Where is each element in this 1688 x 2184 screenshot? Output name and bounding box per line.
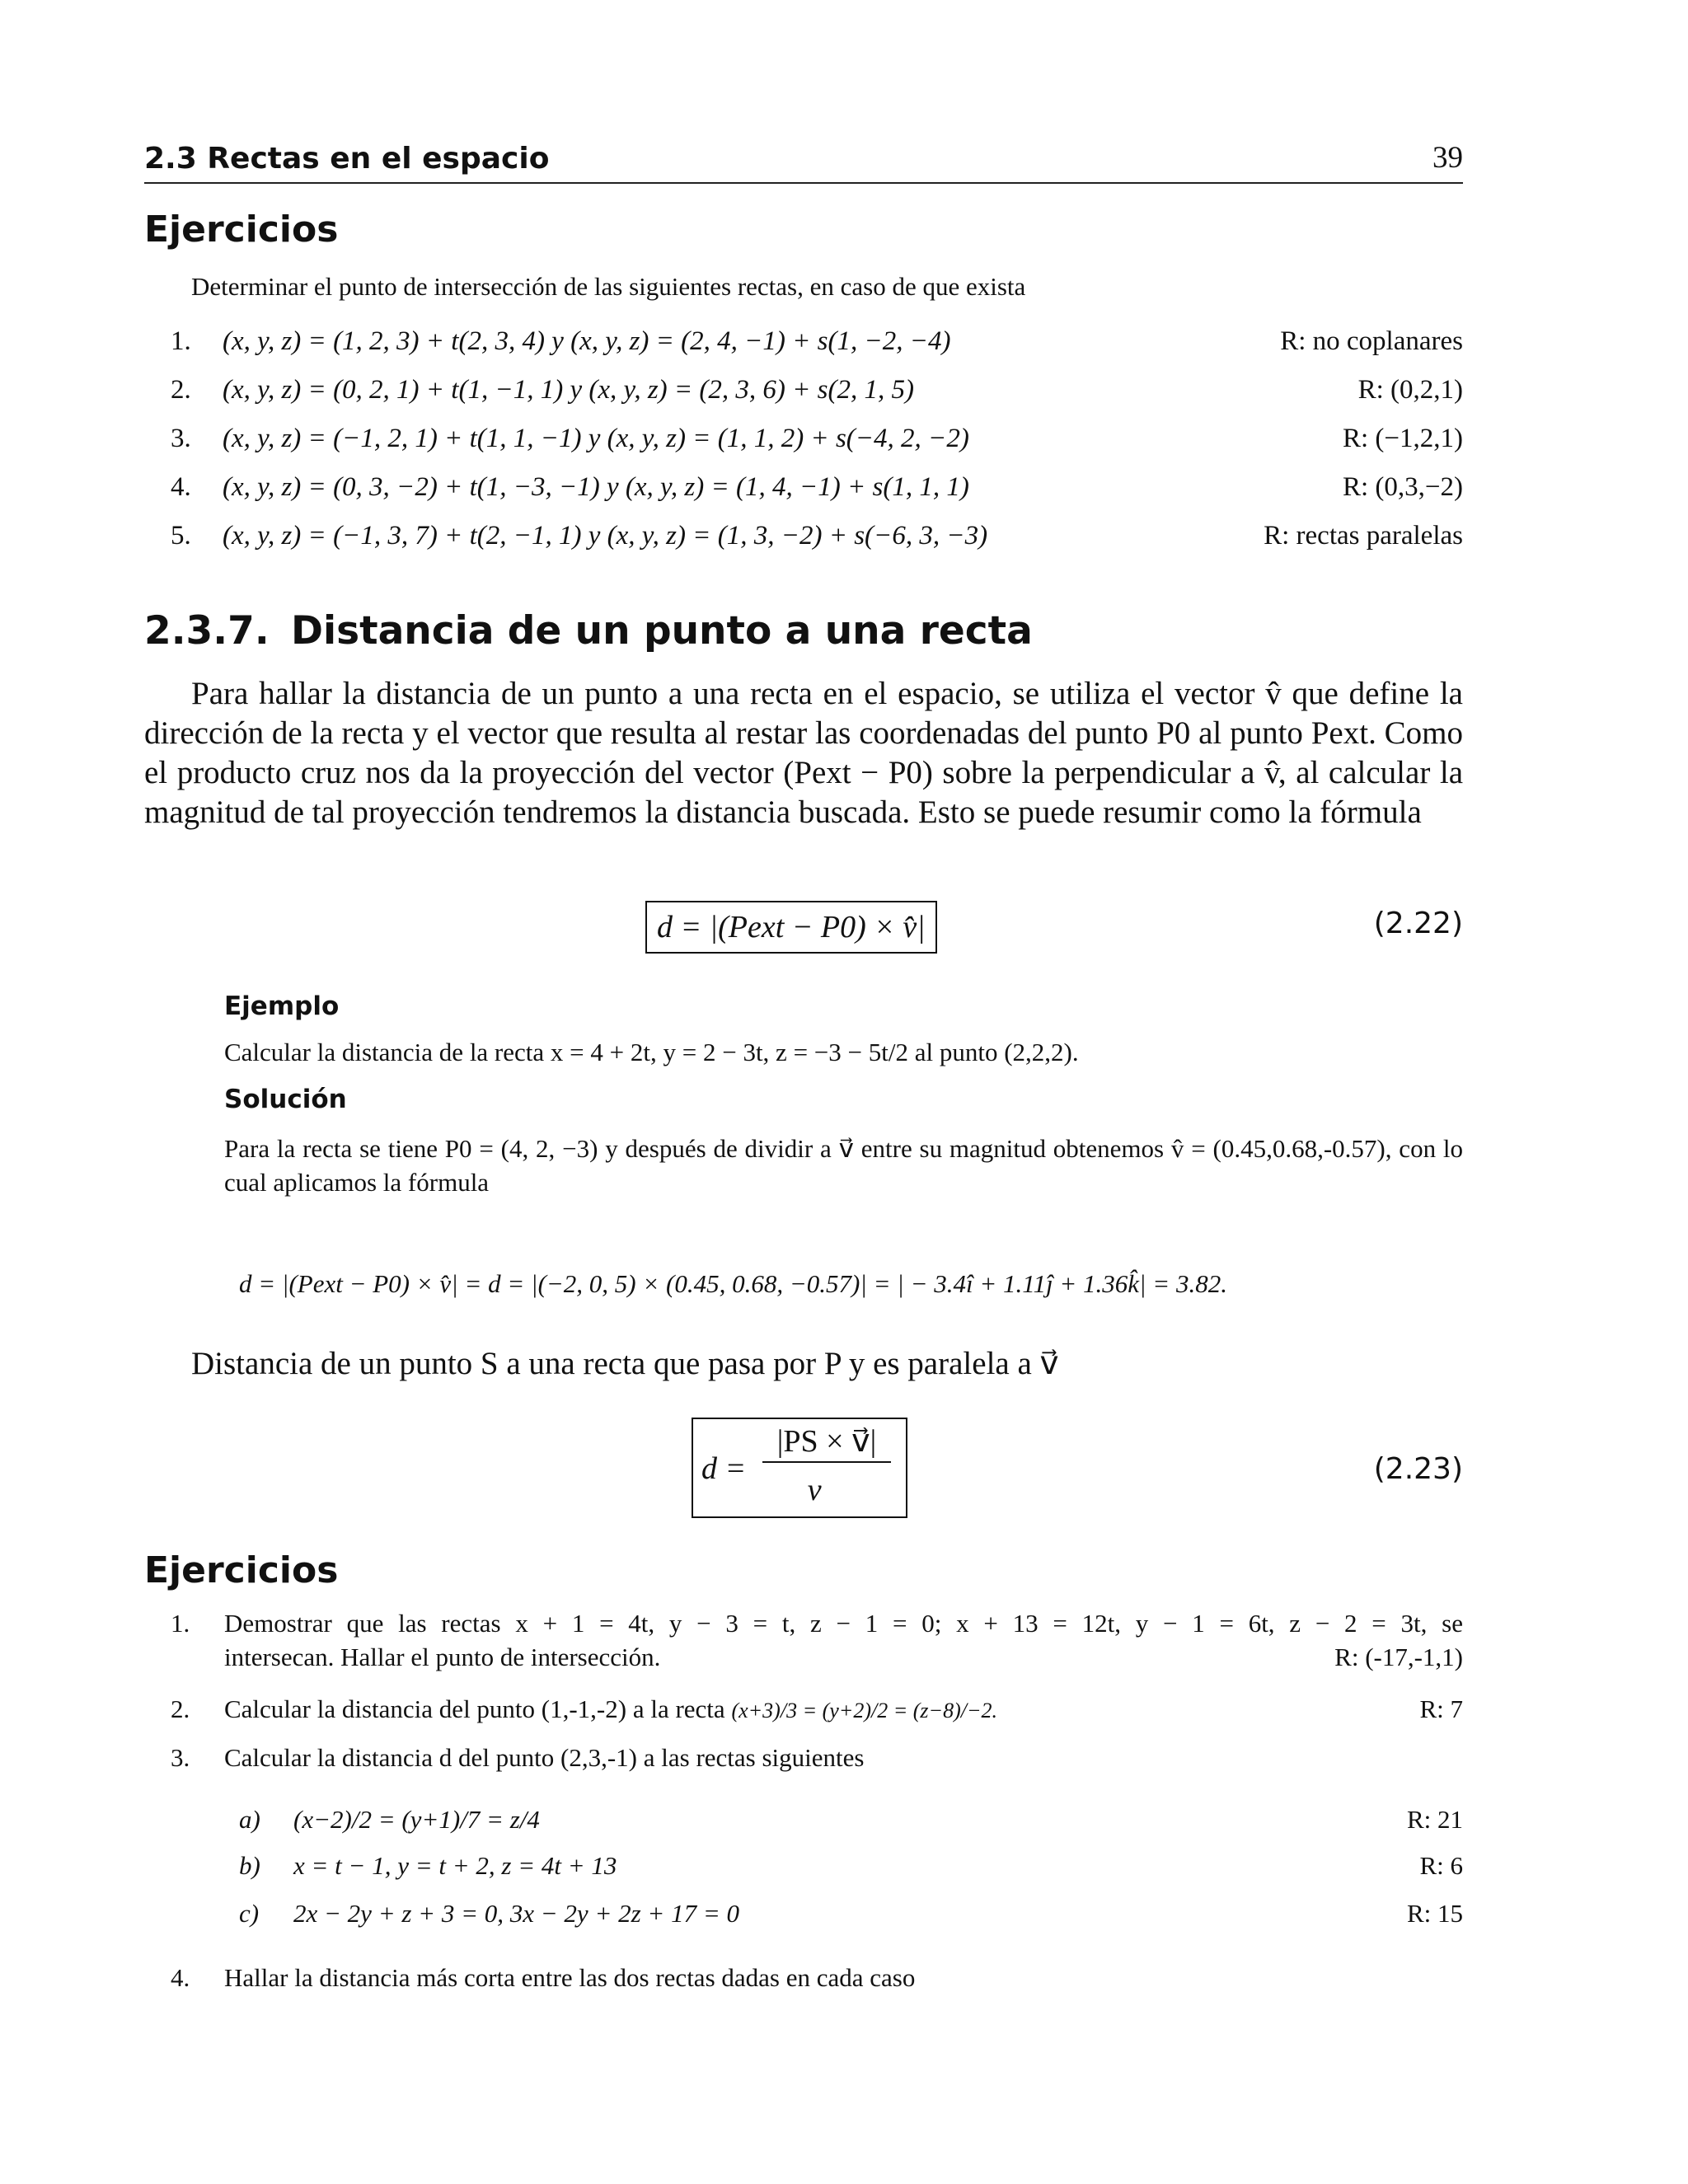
running-header: 2.3 Rectas en el espacio (144, 142, 550, 176)
item-text (224, 1694, 997, 1724)
eq-numerator: |PS × v⃗| (762, 1422, 891, 1463)
solution-computation: d = |(Pext − P0) × v̂| = d = |(−2, 0, 5) × (0.45, 0.68, −0.57)| = | − 3.4î + 1.11ĵ + 1.36k̂| = 3.82. (239, 1269, 1227, 1298)
sub-item-answer: R: 15 (1406, 1899, 1463, 1928)
item-text-part: Calcular la distancia del punto (1,-1,-2) a la recta (224, 1694, 725, 1723)
sub-item-label: c) (239, 1899, 260, 1928)
exercise-item (0, 326, 1463, 363)
header-rule (144, 182, 1463, 184)
exercises-heading: Ejercicios (144, 1549, 339, 1591)
solution-heading: Solución (224, 1085, 347, 1114)
sub-item-answer: R: 21 (1406, 1805, 1463, 1834)
eq-denominator: v⃗ (807, 1473, 846, 1507)
boxed-equation-2-23 (692, 1418, 907, 1518)
example-text: Calcular la distancia de la recta x = 4 + 2t, y = 2 − 3t, z = −3 − 5t/2 al punto (2,2,2). (224, 1038, 1079, 1066)
item-answer: R: rectas paralelas (1264, 521, 1463, 551)
section-number: 2.3.7. (144, 608, 270, 654)
sub-item-label: b) (239, 1851, 260, 1880)
page-number: 39 (1432, 141, 1463, 175)
sub-item-answer: R: 6 (1419, 1851, 1463, 1880)
item-equation: (x, y, z) = (0, 3, −2) + t(1, −3, −1) y (x, y, z) = (1, 4, −1) + s(1, 1, 1) (223, 472, 969, 502)
exercise-item (0, 521, 1463, 557)
item-number: 2. (171, 1694, 190, 1723)
item-equation: (x, y, z) = (1, 2, 3) + t(2, 3, 4) y (x, y, z) = (2, 4, −1) + s(1, −2, −4) (223, 326, 951, 356)
item-number: 2. (171, 375, 191, 405)
item-line: Demostrar que las rectas x + 1 = 4t, y − 3 = t, z − 1 = 0; x + 13 = 12t, y − 1 = 6t, z − 2 = 3t, se (224, 1609, 1463, 1638)
item-equation: (x+3)/3 = (y+2)/2 = (z−8)/−2. (731, 1699, 998, 1722)
item-number: 4. (171, 1963, 190, 1992)
paragraph-text: Para hallar la distancia de un punto a una recta en el espacio, se utiliza el vector v̂ que define la dirección de la recta y el vector que resulta al restar las coordenadas del punto P0 al punto Pext. Como el producto cruz nos da la proyección del vector (Pext − P0) sobre la perpendicular a v̂, al calcular la magnitud de tal proyección tendremos la distancia buscada. Esto se puede resumir como la fórmula (144, 676, 1463, 830)
item-equation: (x, y, z) = (−1, 2, 1) + t(1, 1, −1) y (x, y, z) = (1, 1, 2) + s(−4, 2, −2) (223, 424, 969, 453)
item-number: 1. (171, 1609, 190, 1638)
sub-item-label: a) (239, 1805, 260, 1834)
distance-statement: Distancia de un punto S a una recta que pasa por P y es paralela a v⃗ (191, 1346, 1059, 1381)
section-heading (144, 608, 1033, 654)
sub-item-equation: 2x − 2y + z + 3 = 0, 3x − 2y + 2z + 17 = 0 (293, 1899, 740, 1928)
item-number: 4. (171, 472, 191, 502)
sub-item-equation: x = t − 1, y = t + 2, z = 4t + 13 (293, 1851, 617, 1880)
example-heading: Ejemplo (224, 991, 340, 1021)
equation-number: (2.23) (1373, 1452, 1463, 1486)
boxed-equation-2-22: d = |(Pext − P0) × v̂| (645, 901, 937, 954)
item-answer: R: (−1,2,1) (1342, 424, 1463, 453)
item-number: 3. (171, 424, 191, 453)
item-line: intersecan. Hallar el punto de intersección. (224, 1643, 661, 1671)
exercises-heading: Ejercicios (144, 209, 339, 251)
sub-item-equation: (x−2)/2 = (y+1)/7 = z/4 (293, 1805, 540, 1834)
item-equation: (x, y, z) = (0, 2, 1) + t(1, −1, 1) y (x, y, z) = (2, 3, 6) + s(2, 1, 5) (223, 375, 915, 405)
body-paragraph (144, 674, 1463, 832)
exercises-intro: Determinar el punto de intersección de las siguientes rectas, en caso de que exista (191, 272, 1026, 301)
exercise-item (0, 472, 1463, 509)
exercise-item (0, 424, 1463, 460)
item-number: 5. (171, 521, 191, 551)
item-answer: R: (0,3,−2) (1342, 472, 1463, 502)
item-answer: R: (-17,-1,1) (1334, 1643, 1463, 1671)
eq-lhs: d = (701, 1451, 747, 1486)
equation-number: (2.22) (1373, 907, 1463, 940)
item-answer: R: (0,2,1) (1357, 375, 1463, 405)
item-text: Hallar la distancia más corta entre las dos rectas dadas en cada caso (224, 1963, 916, 1992)
item-number: 1. (171, 326, 191, 356)
item-answer: R: 7 (1419, 1694, 1463, 1723)
solution-text: Para la recta se tiene P0 = (4, 2, −3) y después de dividir a v⃗ entre su magnitud obtenemos v̂ = (0.45,0.68,-0.57), con lo cual aplicamos la fórmula (224, 1134, 1463, 1197)
item-answer: R: no coplanares (1280, 326, 1463, 356)
item-number: 3. (171, 1743, 190, 1772)
item-text: Calcular la distancia d del punto (2,3,-1) a las rectas siguientes (224, 1743, 865, 1772)
section-title: Distancia de un punto a una recta (291, 608, 1033, 654)
exercise-item (0, 375, 1463, 411)
item-equation: (x, y, z) = (−1, 3, 7) + t(2, −1, 1) y (x, y, z) = (1, 3, −2) + s(−6, 3, −3) (223, 521, 988, 551)
